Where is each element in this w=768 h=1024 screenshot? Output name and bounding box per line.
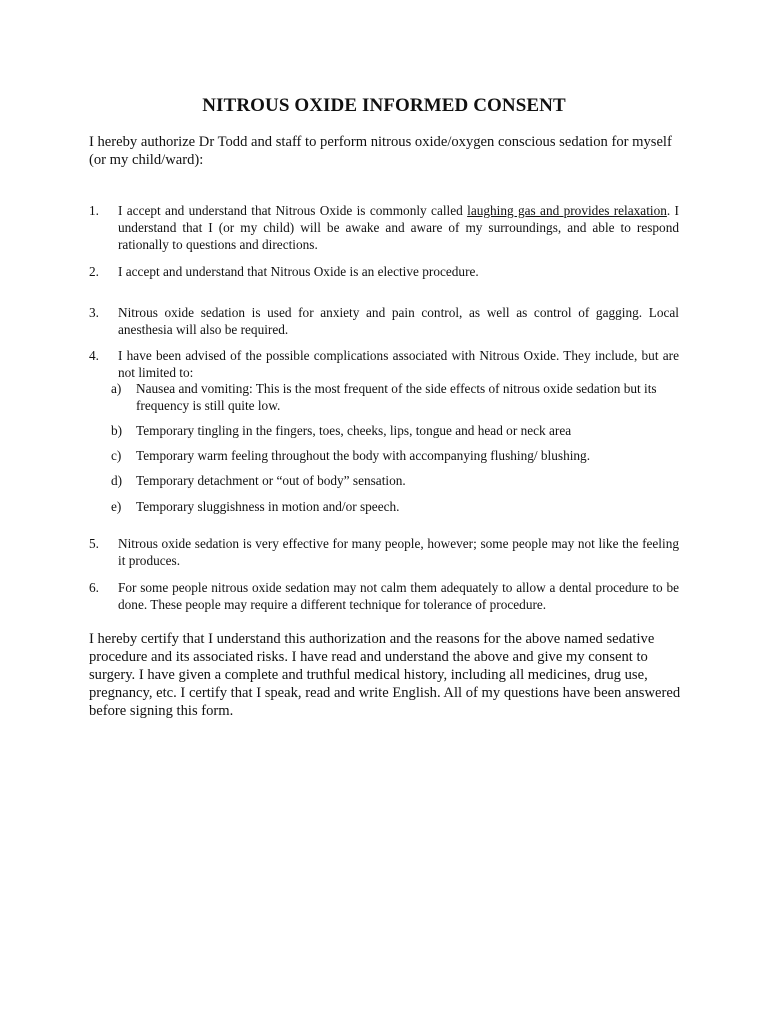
list-item — [89, 347, 679, 381]
item-text-part: I accept and understand that Nitrous Oxide is commonly called — [118, 203, 468, 218]
item-text: I have been advised of the possible complications associated with Nitrous Oxide. They include, but are not limited to: — [118, 348, 679, 380]
list-item — [89, 535, 679, 569]
sub-item-text: Nausea and vomiting: This is the most frequent of the side effects of nitrous oxide sedation but its frequency is still quite low. — [136, 381, 657, 413]
sub-item-text: Temporary detachment or “out of body” sensation. — [136, 473, 406, 488]
list-item — [89, 263, 679, 280]
sub-item-letter: c) — [111, 448, 122, 463]
sub-list-item — [111, 422, 679, 439]
sub-item-letter: d) — [111, 473, 123, 488]
list-item — [89, 304, 679, 338]
underlined-text: laughing gas and provides relaxation — [467, 203, 667, 218]
item-text: Nitrous oxide sedation is very effective for many people, however; some people may not like the feeling it produces. — [118, 536, 679, 568]
sub-list-item — [111, 498, 679, 515]
intro-paragraph: I hereby authorize Dr Todd and staff to perform nitrous oxide/oxygen conscious sedation for myself (or my child/ward): — [89, 134, 672, 168]
sub-item-text: Temporary warm feeling throughout the body with accompanying flushing/ blushing. — [136, 448, 591, 463]
sub-list-item — [111, 447, 679, 464]
item-number: 2. — [89, 264, 99, 279]
item-number: 5. — [89, 536, 99, 551]
item-text-part: . I understand that I (or my child) will be awake and aware of my surroundings, and able to respond rationally to questions and directions. — [118, 203, 679, 252]
sub-item-letter: e) — [111, 499, 122, 514]
item-text: Nitrous oxide sedation is used for anxiety and pain control, as well as control of gagging. Local anesthesia will also be required. — [118, 305, 679, 337]
certification-paragraph: I hereby certify that I understand this authorization and the reasons for the above named sedative procedure and its associated risks. I have read and understand the above and give my consent to surgery. I have given a complete and truthful medical history, including all medicines, drug use, pregnancy, etc. I certify that I speak, read and write English. All of my questions have been answered before signing this form. — [89, 631, 681, 719]
sub-list-item — [111, 380, 679, 414]
document-title: NITROUS OXIDE INFORMED CONSENT — [202, 95, 566, 116]
sub-item-text: Temporary tingling in the fingers, toes, cheeks, lips, tongue and head or neck area — [136, 423, 572, 438]
sub-item-text: Temporary sluggishness in motion and/or speech. — [136, 499, 400, 514]
item-text: I accept and understand that Nitrous Oxide is an elective procedure. — [118, 264, 479, 279]
item-number: 3. — [89, 305, 99, 320]
item-number: 1. — [89, 203, 99, 218]
item-text: For some people nitrous oxide sedation may not calm them adequately to allow a dental procedure to be done. These people may require a different technique for tolerance of procedure. — [118, 580, 679, 612]
item-number: 6. — [89, 580, 99, 595]
list-item — [89, 579, 679, 613]
item-number: 4. — [89, 348, 99, 363]
sub-list-item — [111, 472, 679, 489]
sub-item-letter: b) — [111, 423, 123, 438]
item-text — [118, 202, 679, 253]
list-item — [89, 202, 679, 253]
sub-item-letter: a) — [111, 381, 122, 396]
